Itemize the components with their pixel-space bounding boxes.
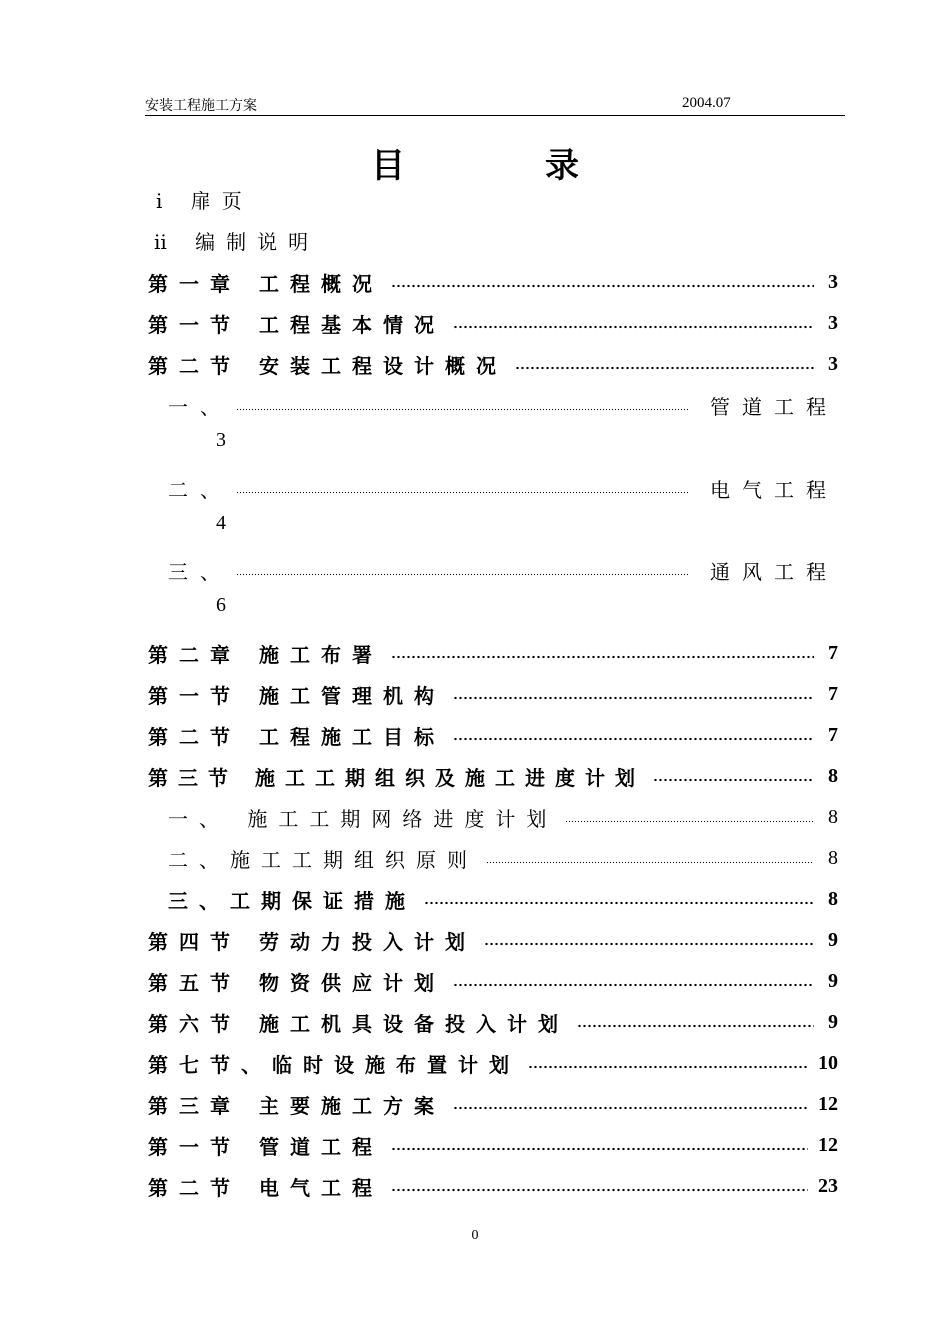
toc-entry-section-2-6[interactable] <box>148 1005 838 1039</box>
leader-dots <box>391 1147 808 1151</box>
toc-entry-page: 3 <box>216 429 226 451</box>
leader-dots <box>453 983 814 987</box>
toc-entry-page: 8 <box>828 764 838 787</box>
toc-entry-page: 9 <box>828 969 838 992</box>
toc-entry-page: 3 <box>828 270 838 293</box>
toc-entry-section-1-2[interactable] <box>148 347 838 381</box>
leader-dots <box>453 737 814 741</box>
toc-entry-section-2-4[interactable] <box>148 923 838 957</box>
toc-entry-label: 二、 <box>168 477 232 502</box>
toc-entry-page: 3 <box>828 352 838 375</box>
toc-entry-label: 三、 <box>168 559 232 584</box>
leader-dots <box>565 820 814 823</box>
toc-entry-label: 第一章 工程概况 <box>148 271 383 296</box>
toc-entry-page: 7 <box>828 682 838 705</box>
toc-entry-label: 三、工期保证措施 <box>168 888 416 913</box>
leader-dots <box>391 284 814 288</box>
toc-entry-page: 10 <box>818 1051 838 1074</box>
toc-entry-chapter-2[interactable] <box>148 636 838 670</box>
toc-entry-label: 第三章 主要施工方案 <box>148 1093 445 1118</box>
toc-entry-page: 12 <box>818 1133 838 1156</box>
toc-entry-section-2-7[interactable] <box>148 1046 838 1080</box>
toc-entry-label: 第一节 工程基本情况 <box>148 312 445 337</box>
leader-dots <box>484 942 814 946</box>
leader-dots <box>424 901 814 905</box>
toc-entry-label: ⅱ 编制说明 <box>154 229 320 254</box>
page-title: 目录 <box>371 146 719 186</box>
toc-entry-page: 9 <box>828 928 838 951</box>
toc-entry-label: 第二章 施工布署 <box>148 642 383 667</box>
toc-entry-tail: 电气工程 <box>710 477 838 502</box>
toc-entry-page: 3 <box>828 311 838 334</box>
toc-entry-label: 第一节 管道工程 <box>148 1134 383 1159</box>
toc-entry-chapter-3[interactable] <box>148 1087 838 1121</box>
toc-entry-section-2-5[interactable] <box>148 964 838 998</box>
toc-entry-schedule-measures[interactable] <box>148 882 838 916</box>
toc-entry-section-3-2[interactable] <box>148 1169 838 1203</box>
leader-dots <box>453 1106 808 1110</box>
toc-entry-front-page[interactable] <box>148 182 838 216</box>
leader-dots <box>528 1065 808 1069</box>
toc-entry-label: 第二节 安装工程设计概况 <box>148 353 507 378</box>
leader-dots <box>577 1024 814 1028</box>
leader-dots <box>486 861 814 864</box>
toc-entry-page: 4 <box>216 512 226 534</box>
toc-entry-page: 8 <box>828 846 838 869</box>
leader-dots <box>453 325 814 329</box>
toc-entry-section-3-1[interactable] <box>148 1128 838 1162</box>
toc-entry-section-2-1[interactable] <box>148 677 838 711</box>
toc-entry-page: 9 <box>828 1010 838 1033</box>
toc-entry-label: 第二节 工程施工目标 <box>148 724 445 749</box>
page-header <box>145 93 845 116</box>
toc-entry-tail: 通风工程 <box>710 559 838 584</box>
leader-dots <box>236 491 690 494</box>
toc-entry-label: 二、施工工期组织原则 <box>168 847 478 872</box>
toc-entry-page: 7 <box>828 723 838 746</box>
toc-entry-page: 23 <box>818 1174 838 1197</box>
leader-dots <box>236 408 690 411</box>
toc-entry-page: 6 <box>216 594 226 616</box>
header-date: 2004.07 <box>682 95 731 111</box>
leader-dots <box>515 366 814 370</box>
toc-entry-section-1-1[interactable] <box>148 306 838 340</box>
toc-entry-label: 第一节 施工管理机构 <box>148 683 445 708</box>
toc-entry-page: 12 <box>818 1092 838 1115</box>
toc-entry-label: ⅰ 扉页 <box>156 188 253 213</box>
toc-entry-section-2-3[interactable] <box>148 759 838 793</box>
toc-entry-label: 第二节 电气工程 <box>148 1175 383 1200</box>
toc-entry-section-2-2[interactable] <box>148 718 838 752</box>
leader-dots <box>391 655 814 659</box>
header-title: 安装工程施工方案 <box>145 98 257 114</box>
toc-entry-label: 一、 施工工期网络进度计划 <box>168 806 558 831</box>
toc-entry-schedule-principles[interactable] <box>148 841 838 875</box>
toc-entry-tail: 管道工程 <box>710 394 838 419</box>
toc-entry-page: 8 <box>828 805 838 828</box>
toc-entry-page: 7 <box>828 641 838 664</box>
toc-entry-label: 第七节、临时设施布置计划 <box>148 1052 520 1077</box>
leader-dots <box>236 573 690 576</box>
toc-entry-schedule-network[interactable] <box>148 800 838 834</box>
toc-entry-page: 8 <box>828 887 838 910</box>
toc-entry-chapter-1[interactable] <box>148 265 838 299</box>
toc-entry-preface[interactable] <box>148 223 838 257</box>
toc-entry-label: 一、 <box>168 394 232 419</box>
page-number: 0 <box>471 1228 479 1243</box>
toc-entry-label: 第四节 劳动力投入计划 <box>148 929 476 954</box>
toc-entry-label: 第五节 物资供应计划 <box>148 970 445 995</box>
leader-dots <box>391 1188 808 1192</box>
toc-entry-label: 第三节 施工工期组织及施工进度计划 <box>148 765 645 790</box>
toc-entry-label: 第六节 施工机具设备投入计划 <box>148 1011 569 1036</box>
leader-dots <box>653 778 814 782</box>
leader-dots <box>453 696 814 700</box>
